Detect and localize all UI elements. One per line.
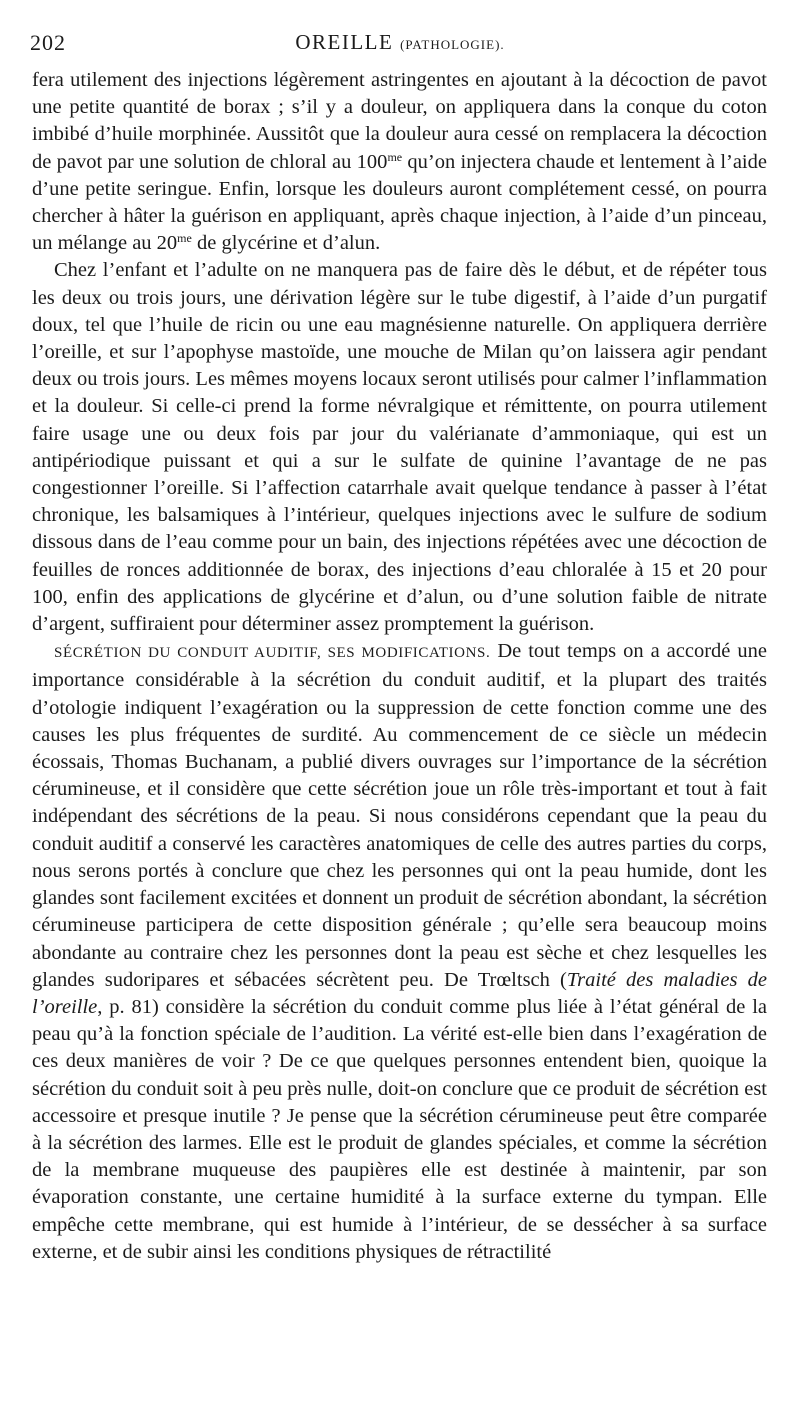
superscript-me: me [387, 149, 403, 164]
paragraph-3 [32, 638, 767, 1266]
paragraph-2: Chez l’enfant et l’adulte on ne manquera pas de faire dès le début, et de répéter tous les deux ou trois jours, une dérivation légère sur le tube digestif, à l’aide d’un purgatif doux, tel que l’huile de ricin ou une eau magnésienne naturelle. On appliquera derrière l’oreille, et sur l’apophyse mastoïde, une mouche de Milan qu’on laissera agir pendant deux ou trois jours. Les mêmes moyens locaux seront utilisés pour calmer l’inflammation et la douleur. Si celle-ci prend la forme névralgique et rémittente, on pourra utilement faire usage une ou deux fois par jour du valérianate d’ammoniaque, qui est un antipériodique puissant et qui a sur le sulfate de quinine l’avantage de ne pas congestionner l’oreille. Si l’affection catarrhale avait quelque tendance à passer à l’état chronique, les balsamiques à l’intérieur, quelques injections avec le sulfure de sodium dissous dans de l’eau comme pour un bain, des injections répétées avec une décoction de feuilles de ronces additionnée de borax, des injections d’eau chloralée à 15 et 20 pour 100, enfin des applications de glycérine et d’alun, ou d’une solution faible de nitrate d’argent, suffiraient pour déterminer assez promptement la guérison. [32, 259, 767, 636]
paragraph-1-text-c: de glycérine et d’alun. [191, 232, 381, 255]
superscript-me: me [177, 231, 192, 246]
section-heading: SÉCRÉTION DU CONDUIT AUDITIF, SES MODIFICATIONS. [54, 645, 491, 662]
paragraph-1-text-b: qu’on injectera chaude et lentement à l’aide d’une petite seringue. Enfin, lorsque les douleurs auront complétement cessé, on pourra chercher à hâter la guérison en appliquant, après chaque injection, à l’aide d’un pinceau, un mélange au 20 [32, 150, 767, 255]
paragraph-1-text-a: fera utilement des injections légèrement astringentes en ajoutant à la décoction de pavot une petite quantité de borax ; s’il y a douleur, on appliquera dans la conque du coton imbibé d’huile morphinée. Aussitôt que la douleur aura cessé on remplacera la décoction de pavot par une solution de chloral au 100 [32, 69, 767, 173]
paragraph-3-text-b: , p. 81) considère la sécrétion du conduit comme plus liée à l’état général de la peau qu’à la fonction spéciale de l’audition. La vérité est-elle bien dans l’exagération de ces deux manières de voir ? De ce que quelques personnes entendent bien, quoique la sécrétion du conduit soit à peu près nulle, doit-on conclure que ce produit de sécrétion est accessoire et presque inutile ? Je pense que la sécrétion cérumineuse peut être comparée à la sécrétion des larmes. Elle est le produit de glandes spéciales, et comme la sécrétion de la membrane muqueuse des paupières elle est destinée à maintenir, par son évaporation constante, une certaine humidité à la surface externe du tympan. Elle empêche cette membrane, qui est humide à l’intérieur, de se dessécher à sa surface externe, et de subir ainsi les conditions physiques de rétractilité [32, 995, 767, 1263]
body-text [32, 67, 767, 1266]
running-title [30, 30, 770, 55]
page-header [30, 30, 770, 62]
paragraph-3-text-a: De tout temps on a accordé une importance considérable à la sécrétion du conduit auditif, et la plupart des traités d’otologie indiquent l’exagération ou la suppression de cette fonction comme une des causes les plus fréquentes de surdité. Au commencement de ce siècle un médecin écossais, Thomas Buchanam, a publié divers ouvrages sur l’importance de la sécrétion cérumineuse, et il considère que cette sécrétion joue un rôle très-important et tout à fait indépendant des sécrétions de la peau. Si nous considérons cependant que la peau du conduit auditif a conservé les caractères anatomiques de celle des autres parties du corps, nous serons portés à conclure que chez les personnes qui ont la peau humide, dont les glandes sont facilement excitées et donnent un produit de sécrétion abondant, la sécrétion cérumineuse participera de cette disposition générale ; qu’elle sera beaucoup moins abondante au contraire chez les personnes dont la peau est sèche et chez lesquelles les glandes sudoripares et sébacées sécrètent peu. De Trœltsch ( [32, 640, 767, 991]
book-title-citation: Traité des maladies de l’oreille [32, 968, 767, 1018]
paragraph-1 [32, 67, 767, 257]
running-title-main: OREILLE [295, 30, 394, 54]
running-title-subtitle: (PATHOLOGIE). [400, 37, 505, 52]
page-number: 202 [30, 30, 66, 55]
